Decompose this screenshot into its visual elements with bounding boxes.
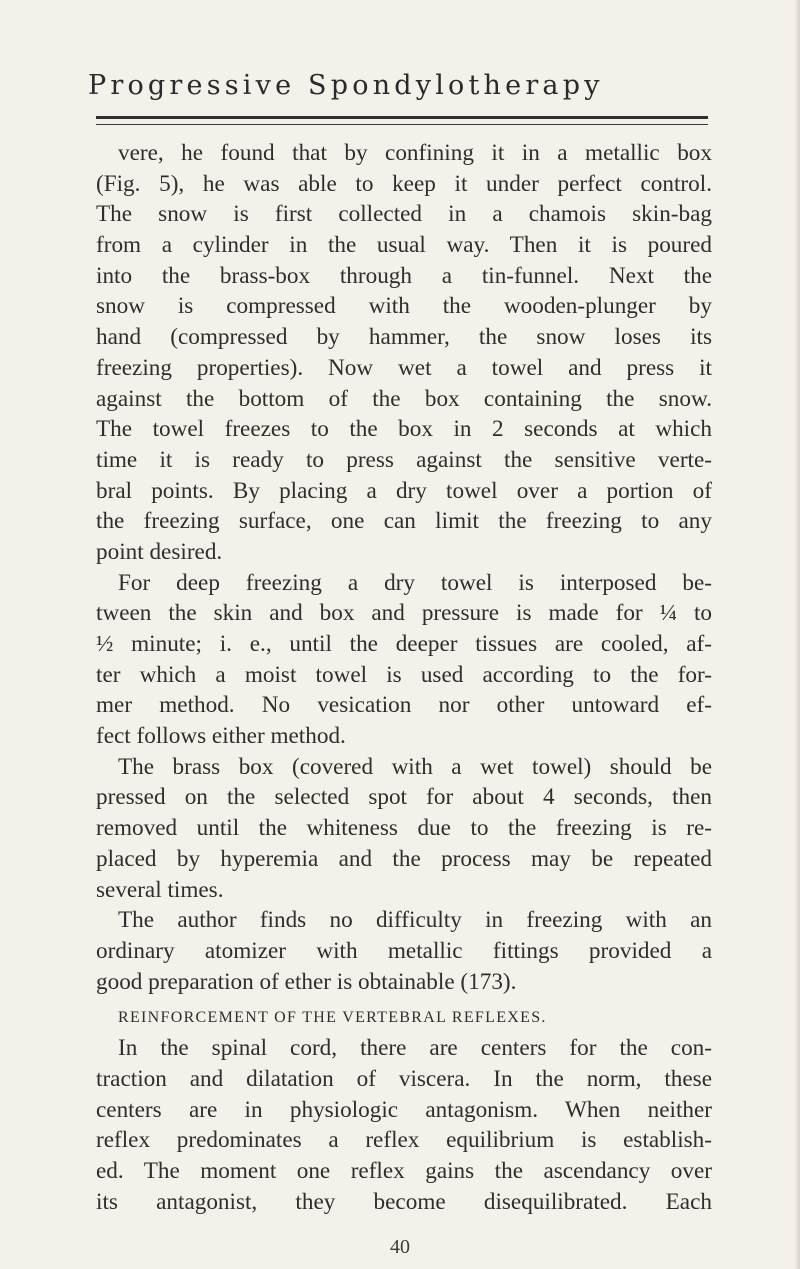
text-line: hand (compressed by hammer, the snow loses its [96, 324, 712, 351]
page-edge-shadow [794, 0, 800, 1269]
text-line: good preparation of ether is obtainable (173). [96, 968, 517, 995]
text-line: In the spinal cord, there are centers for the con- [118, 1035, 712, 1062]
text-line: (Fig. 5), he was able to keep it under perfect control. [96, 170, 712, 197]
text-line: tween the skin and box and pressure is made for ¼ to [96, 600, 712, 627]
text-line: reflex predominates a reflex equilibrium is establish- [96, 1127, 712, 1154]
text-line: several times. [96, 876, 224, 903]
text-line: placed by hyperemia and the process may be repeated [96, 845, 712, 872]
text-line: bral points. By placing a dry towel over a portion of [96, 477, 712, 504]
text-line: The towel freezes to the box in 2 seconds at which [96, 416, 712, 443]
running-head: Progressive Spondylotherapy [88, 70, 604, 101]
text-line: The brass box (covered with a wet towel) should be [118, 753, 712, 780]
text-line: centers are in physiologic antagonism. When neither [96, 1096, 712, 1123]
text-line: fect follows either method. [96, 723, 346, 750]
text-line: point desired. [96, 538, 223, 565]
text-line: removed until the whiteness due to the freezing is re- [96, 815, 712, 842]
text-line: the freezing surface, one can limit the freezing to any [96, 508, 712, 535]
text-line: The snow is first collected in a chamois skin-bag [96, 201, 712, 228]
text-line: time it is ready to press against the sensitive verte- [96, 446, 712, 473]
text-line: The author finds no difficulty in freezing with an [118, 907, 712, 934]
text-line: ed. The moment one reflex gains the ascendancy over [96, 1158, 712, 1184]
text-line: against the bottom of the box containing the snow. [96, 385, 712, 412]
section-heading: REINFORCEMENT OF THE VERTEBRAL REFLEXES. [118, 1009, 547, 1027]
text-line: ½ minute; i. e., until the deeper tissues are cooled, af- [96, 631, 712, 657]
body-text [96, 138, 712, 1217]
text-line: snow is compressed with the wooden-plunger by [96, 293, 712, 320]
text-line: its antagonist, they become disequilibrated. Each [96, 1188, 712, 1215]
text-line: ter which a moist towel is used according to the for- [96, 661, 712, 688]
text-line: For deep freezing a dry towel is interposed be- [118, 569, 712, 596]
text-line: freezing properties). Now wet a towel and press it [96, 354, 712, 381]
text-line: vere, he found that by confining it in a metallic box [118, 140, 712, 166]
text-line: into the brass-box through a tin-funnel. Next the [96, 262, 712, 289]
text-line: pressed on the selected spot for about 4 seconds, then [96, 784, 712, 811]
header-rule-thick [96, 116, 708, 119]
page-number: 40 [390, 1236, 410, 1258]
text-line: traction and dilatation of viscera. In the norm, these [96, 1065, 712, 1092]
header-rule-thin [96, 124, 708, 125]
text-line: from a cylinder in the usual way. Then it is poured [96, 232, 712, 259]
text-line: ordinary atomizer with metallic fittings provided a [96, 937, 712, 964]
text-line: mer method. No vesication nor other untoward ef- [96, 692, 712, 719]
